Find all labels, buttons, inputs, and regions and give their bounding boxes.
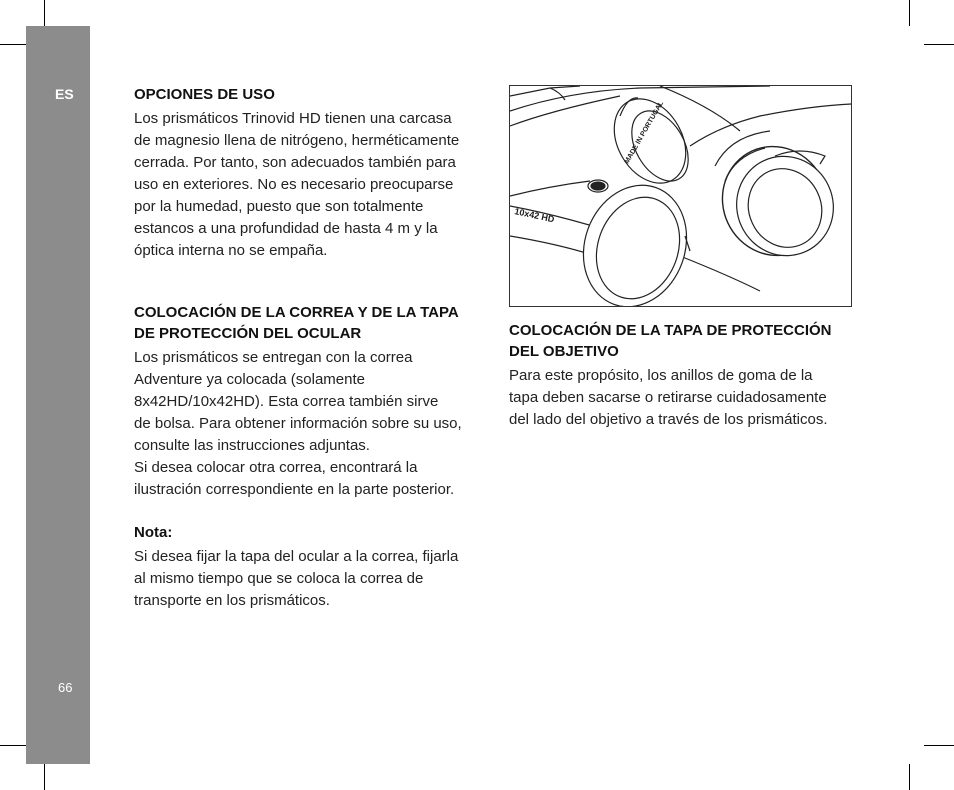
binocular-drawing (510, 86, 851, 306)
left-column (134, 84, 479, 612)
section-title-uso: OPCIONES DE USO (134, 86, 275, 103)
crop-mark (0, 745, 26, 746)
section-title-objetivo: COLOCACIÓN DE LA TAPA DE PROTECCIÓN DEL OBJETIVO (509, 322, 832, 360)
crop-mark (924, 44, 954, 45)
crop-mark (909, 0, 910, 26)
note-title: Nota: (134, 524, 173, 541)
crop-mark (909, 764, 910, 790)
engraving-ring-text: MADE IN PORTUGAL (623, 100, 666, 165)
crop-mark (924, 745, 954, 746)
language-sidebar (26, 26, 90, 764)
binocular-illustration (509, 85, 852, 307)
section-body-correa: Los prismáticos se entregan con la correa Adventure ya colocada (solamente 8x42HD/10x42HD). Esta correa también sirve de bolsa. Para obtener información sobre su uso, consulte las instrucciones adjuntas. Si desea colocar otra correa, encontrará la ilustración correspondiente en la parte posterior. (134, 349, 462, 498)
page-number: 66 (58, 680, 73, 695)
crop-mark (0, 44, 26, 45)
section-title-correa: COLOCACIÓN DE LA CORREA Y DE LA TAPA DE PROTECCIÓN DEL OCULAR (134, 304, 459, 342)
note-body: Si desea fijar la tapa del ocular a la correa, fijarla al mismo tiempo que se coloca la correa de transporte en los prismáticos. (134, 548, 459, 609)
right-column (509, 320, 849, 431)
crop-mark (44, 0, 45, 26)
section-body-uso: Los prismáticos Trinovid HD tienen una carcasa de magnesio llena de nitrógeno, herméticamente cerrada. Por tanto, son adecuados también para uso en exteriores. No es necesario preocuparse por la humedad, puesto que son totalmente estancos a una profundidad de hasta 4 m y la óptica interna no se empaña. (134, 110, 460, 259)
engraving-body-text: 10x42 HD (513, 206, 556, 225)
crop-mark (44, 764, 45, 790)
section-body-objetivo: Para este propósito, los anillos de goma de la tapa deben sacarse o retirarse cuidadosamente del lado del objetivo a través de los prismáticos. (509, 367, 828, 428)
language-tab: ES (55, 86, 74, 102)
